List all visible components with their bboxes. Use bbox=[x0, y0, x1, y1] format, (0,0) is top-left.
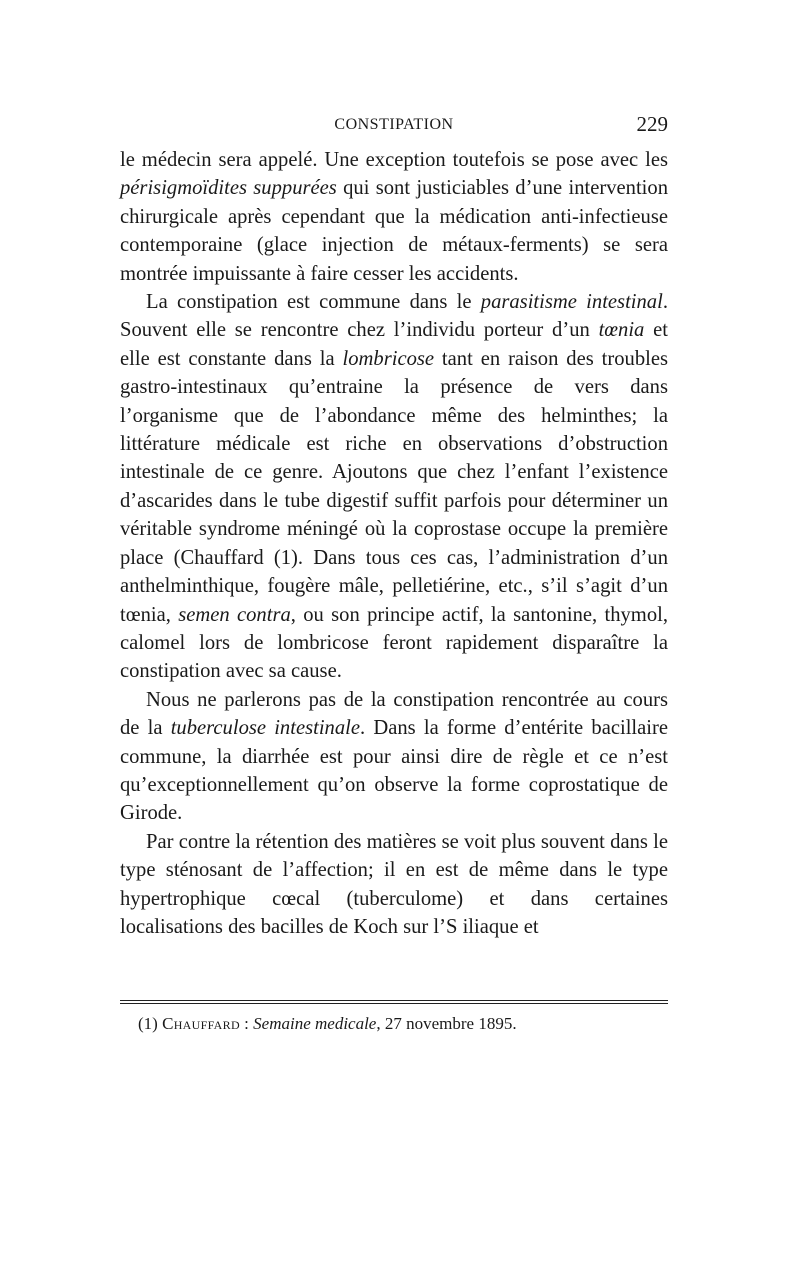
paragraph bbox=[120, 828, 668, 942]
text-run: . Dans la forme d’entérite bacillaire commune, la diarrhée est pour ainsi dire de règle et ce n’est qu’exceptionnellement qu’on observe la forme coprostatique de Girode. bbox=[120, 717, 668, 825]
footnote-date: , 27 novembre 1895. bbox=[376, 1014, 517, 1033]
text-run: et elle est constante dans la bbox=[120, 319, 669, 370]
paragraph bbox=[120, 686, 668, 828]
footnote-separator: : bbox=[239, 1014, 254, 1033]
footnote-rule bbox=[120, 1000, 668, 1001]
footnote bbox=[138, 1013, 668, 1035]
italic-term: semen contra bbox=[178, 603, 291, 626]
text-run: Nous ne parlerons pas de la constipation rencontrée au cours de la bbox=[120, 688, 668, 740]
text-run: tant en raison des troubles gastro-intestinaux qu’entraine la présence de vers dans l’organisme que de l’abondance même des helminthes; la littérature médicale est riche en observations d’obstruction intestinale de ce genre. Ajoutons que chez l’enfant l’existence d’ascarides dans le tube digestif suffit parfois pour déterminer un véritable syndrome méningé où la coprostase occupe la première place (Chauffard (1). Dans tous ces cas, l’administration d’un anthelminthique, fougère mâle, pelletiérine, etc., s’il s’agit d’un tœnia, bbox=[120, 347, 668, 626]
italic-term: tœnia bbox=[598, 319, 645, 342]
running-head bbox=[120, 112, 668, 138]
text-run: Par contre la rétention des matières se voit plus souvent dans le type sténosant de l’affection; il en est de même dans le type hypertrophique cœcal (tuberculome) et dans certaines localisations des bacilles de Koch sur l’S iliaque et bbox=[120, 830, 668, 938]
italic-term: parasitisme intestinal bbox=[480, 291, 663, 314]
paragraph bbox=[120, 146, 668, 288]
italic-term: lombricose bbox=[342, 347, 435, 370]
italic-term: tuberculose intestinale bbox=[170, 717, 361, 740]
body-text bbox=[120, 146, 668, 941]
text-run: , ou son principe actif, la santonine, thymol, calomel lors de lombricose feront rapidement disparaître la constipation avec sa cause. bbox=[120, 603, 668, 683]
footnote-journal: Semaine medicale bbox=[253, 1014, 377, 1033]
page-number: 229 bbox=[636, 112, 668, 136]
footnote-author: Chauffard bbox=[162, 1014, 240, 1033]
text-run: le médecin sera appelé. Une exception toutefois se pose avec les bbox=[120, 149, 668, 171]
text-run: qui sont justiciables d’une intervention chirurgicale après cependant que la médication anti-infectieuse contemporaine (glace injection de métaux-ferments) se sera montrée impuissante à faire cesser les accidents. bbox=[120, 177, 668, 285]
running-title: CONSTIPATION bbox=[334, 116, 454, 133]
paragraph bbox=[120, 288, 668, 686]
footnote-marker: (1) bbox=[138, 1014, 158, 1033]
text-run: . Souvent elle se rencontre chez l’individu porteur d’un bbox=[120, 291, 668, 342]
text-run: La constipation est commune dans le bbox=[146, 291, 481, 314]
italic-term: périsigmoïdites suppurées bbox=[120, 177, 337, 200]
